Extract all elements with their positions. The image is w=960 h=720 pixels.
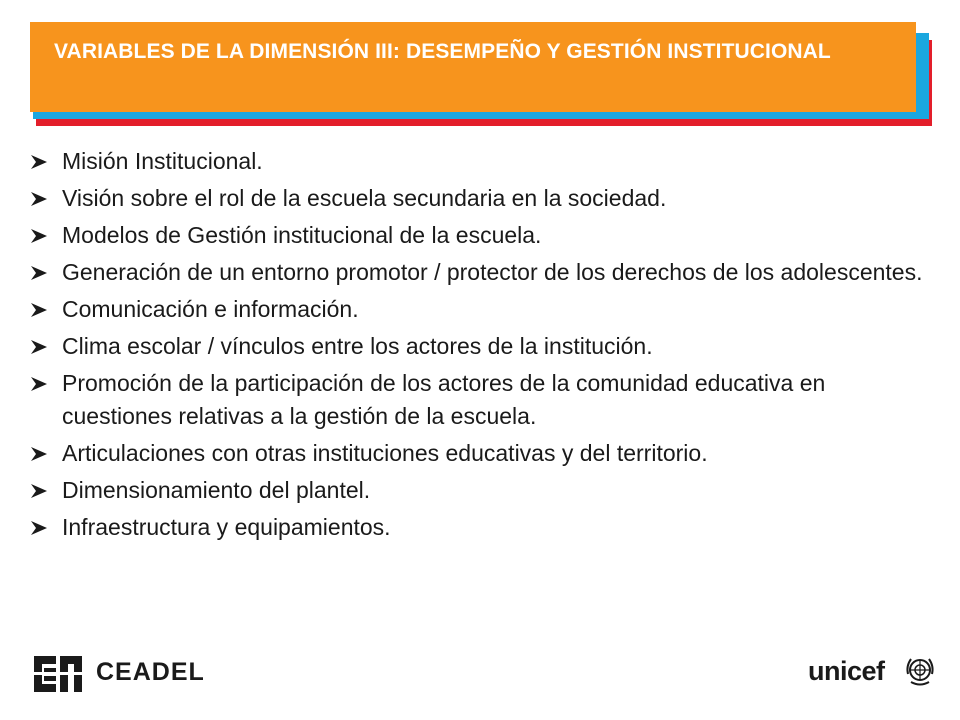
arrow-bullet-icon <box>30 474 52 507</box>
list-item <box>30 145 935 178</box>
page-title: VARIABLES DE LA DIMENSIÓN III: DESEMPEÑO Y GESTIÓN INSTITUCIONAL <box>54 40 831 63</box>
arrow-bullet-icon <box>30 219 52 252</box>
arrow-bullet-icon <box>30 330 52 363</box>
title-box <box>30 22 916 112</box>
ceadel-emblem-icon <box>30 652 86 696</box>
list-item-text: Promoción de la participación de los actores de la comunidad educativa en cuestiones relativas a la gestión de la escuela. <box>62 370 826 429</box>
list-item-text: Modelos de Gestión institucional de la escuela. <box>62 222 542 248</box>
arrow-bullet-icon <box>30 511 52 544</box>
list-item-text: Clima escolar / vínculos entre los actores de la institución. <box>62 333 653 359</box>
unicef-emblem-icon <box>904 654 936 688</box>
ceadel-logo <box>30 652 205 702</box>
list-item-text: Visión sobre el rol de la escuela secundaria en la sociedad. <box>62 185 667 211</box>
list-item-text: Dimensionamiento del plantel. <box>62 477 371 503</box>
list-item-text: Infraestructura y equipamientos. <box>62 514 391 540</box>
list-item-text: Comunicación e información. <box>62 296 359 322</box>
arrow-bullet-icon <box>30 293 52 326</box>
list-item <box>30 219 935 252</box>
arrow-bullet-icon <box>30 145 52 178</box>
list-item <box>30 330 935 363</box>
variables-list <box>30 145 935 548</box>
list-item-text: Generación de un entorno promotor / protector de los derechos de los adolescentes. <box>62 259 923 285</box>
unicef-wordmark: unicef <box>808 656 885 686</box>
arrow-bullet-icon <box>30 256 52 289</box>
list-item <box>30 182 935 215</box>
ceadel-wordmark: CEADEL <box>96 658 205 686</box>
arrow-bullet-icon <box>30 437 52 470</box>
list-item-text: Articulaciones con otras instituciones educativas y del territorio. <box>62 440 708 466</box>
list-item-text: Misión Institucional. <box>62 148 263 174</box>
list-item <box>30 293 935 326</box>
list-item <box>30 474 935 507</box>
unicef-logo <box>808 650 938 700</box>
title-banner <box>30 22 940 130</box>
arrow-bullet-icon <box>30 367 52 400</box>
list-item <box>30 367 935 433</box>
arrow-bullet-icon <box>30 182 52 215</box>
list-item <box>30 511 935 544</box>
list-item <box>30 256 935 289</box>
list-item <box>30 437 935 470</box>
